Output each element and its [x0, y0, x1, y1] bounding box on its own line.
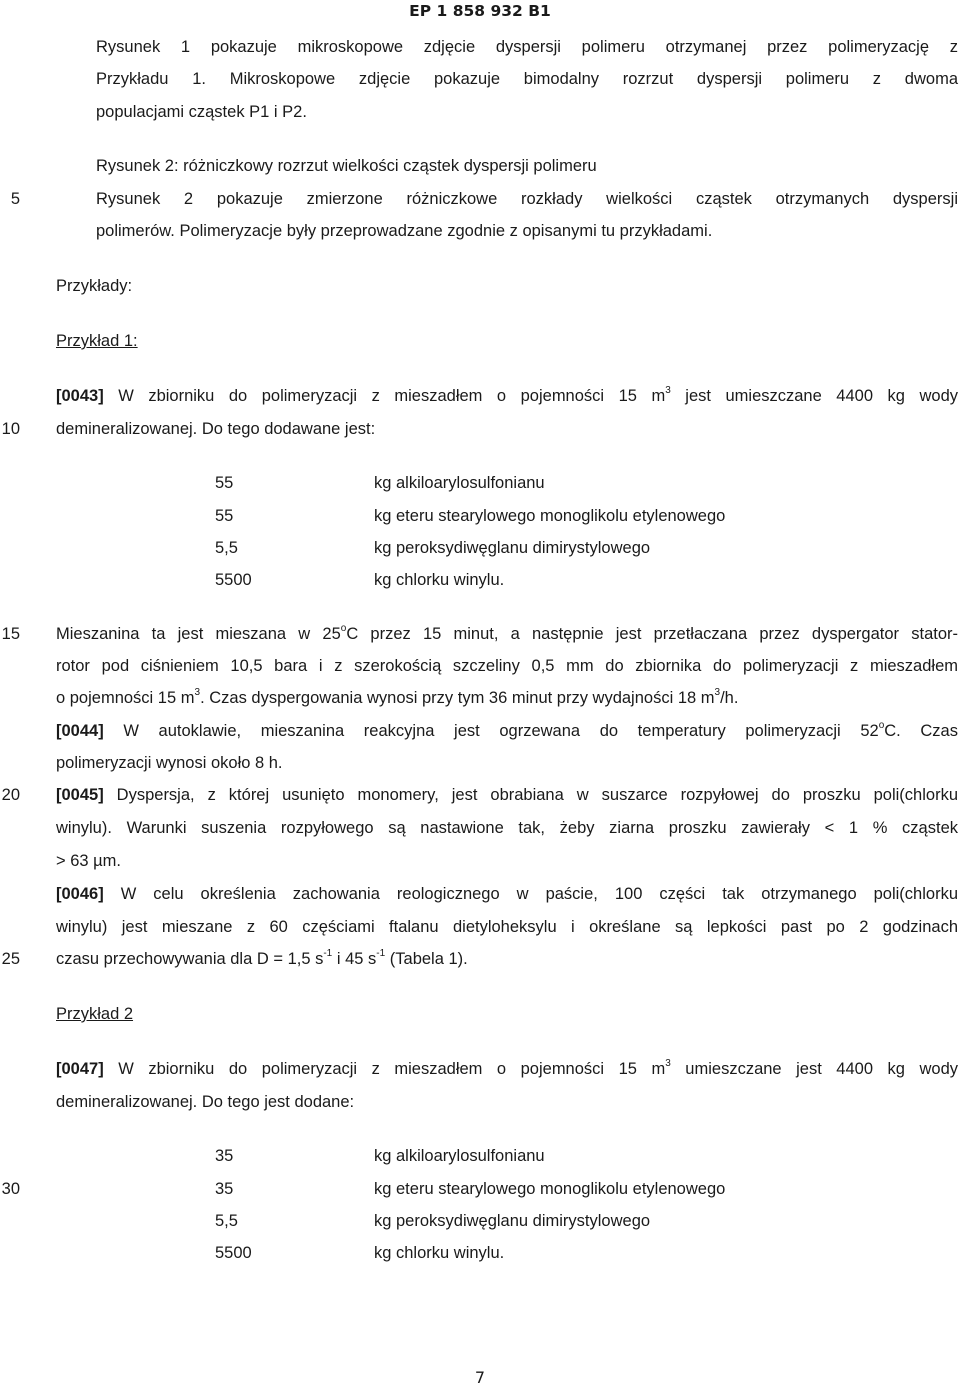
text-run: czasu przechowywania dla D = 1,5 s	[56, 950, 324, 968]
paragraph-0043-line-1	[56, 386, 958, 406]
text-run: i 45 s	[332, 950, 377, 968]
mixing-line-2: rotor pod ciśnieniem 10,5 bara i z szerokością szczeliny 0,5 mm do zbiornika do polimeryzacji z mieszadłem	[56, 657, 958, 675]
text-run: Dyspersja, z której usunięto monomery, jest obrabiana w suszarce rozpyłowej do proszku poli(chlorku	[103, 786, 958, 804]
example-2-title: Przykład 2	[56, 1005, 134, 1023]
text-run: jest umieszczane 4400 kg wody	[670, 387, 958, 405]
paragraph-0045-line-3: > 63 µm.	[56, 852, 121, 870]
text-run: /h.	[720, 689, 739, 707]
paragraph-tag: [0044]	[56, 722, 104, 740]
superscript: o	[340, 622, 347, 634]
text-run: . Czas dyspergowania wynosi przy tym 36 minut przy wydajności 18 m	[200, 689, 715, 707]
ingredient-name: kg alkiloarylosulfonianu	[374, 1147, 545, 1165]
superscript: 3	[194, 686, 201, 698]
superscript: 3	[665, 384, 671, 396]
paragraph-0046	[56, 884, 958, 904]
mixing-paragraph	[56, 624, 958, 644]
line-number-15: 15	[1, 625, 20, 643]
ingredient-qty: 5,5	[215, 539, 238, 557]
line-number-30: 30	[1, 1180, 20, 1198]
figure-2-desc-line-2: polimerów. Polimeryzacje były przeprowadzane zgodnie z opisanymi tu przykładami.	[96, 222, 713, 240]
ingredient-qty: 55	[215, 474, 234, 492]
line-number-5: 5	[10, 190, 20, 208]
paragraph-0044	[56, 721, 958, 741]
paragraph-tag: [0043]	[56, 387, 104, 405]
page-number: 7	[474, 1368, 486, 1387]
superscript: -1	[376, 947, 386, 959]
paragraph-0044-line-1	[56, 721, 958, 741]
ingredient-qty: 5,5	[215, 1212, 238, 1230]
mixing-line-1	[56, 624, 958, 644]
intro-line-1: Rysunek 1 pokazuje mikroskopowe zdjęcie dyspersji polimeru otrzymanej przez polimeryzację z	[96, 38, 958, 56]
paragraph-0046-line-1	[56, 884, 958, 904]
paragraph-0047-line-2: demineralizowanej. Do tego jest dodane:	[56, 1093, 355, 1111]
ingredient-qty: 35	[215, 1180, 234, 1198]
paragraph-0047-line-1	[56, 1059, 958, 1079]
ingredient-qty: 35	[215, 1147, 234, 1165]
ingredient-name: kg eteru stearylowego monoglikolu etylenowego	[374, 507, 726, 525]
superscript: o	[878, 719, 885, 731]
paragraph-tag: [0046]	[56, 885, 104, 903]
text-run: umieszczane jest 4400 kg wody	[670, 1060, 958, 1078]
ingredient-name: kg peroksydiwęglanu dimirystylowego	[374, 1212, 651, 1230]
text-run: W celu określenia zachowania reologicznego w paście, 100 części tak otrzymanego poli(chlorku	[103, 885, 958, 903]
superscript: -1	[323, 947, 333, 959]
ingredient-name: kg eteru stearylowego monoglikolu etylenowego	[374, 1180, 726, 1198]
text-run: Mieszanina ta jest mieszana w 25	[56, 625, 341, 643]
text-run: (Tabela 1).	[385, 950, 468, 968]
ingredient-name: kg peroksydiwęglanu dimirystylowego	[374, 539, 651, 557]
text-run: C przez 15 minut, a następnie jest przetłaczana przez dyspergator stator-	[346, 625, 958, 643]
ingredient-name: kg chlorku winylu.	[374, 1244, 505, 1262]
line-number-20: 20	[1, 786, 20, 804]
ingredient-qty: 55	[215, 507, 234, 525]
text-run: W zbiorniku do polimeryzacji z mieszadłem o pojemności 15 m	[103, 387, 666, 405]
ingredient-name: kg alkiloarylosulfonianu	[374, 474, 545, 492]
line-number-25: 25	[1, 950, 20, 968]
paragraph-0047	[56, 1059, 958, 1079]
paragraph-0045-line-1	[56, 785, 958, 805]
ingredient-qty: 5500	[215, 571, 252, 589]
document-number-header: EP 1 858 932 B1	[409, 2, 551, 20]
figure-2-title: Rysunek 2: różniczkowy rozrzut wielkości cząstek dyspersji polimeru	[96, 157, 597, 175]
paragraph-tag: [0045]	[56, 786, 104, 804]
paragraph-0046-line-2: winylu) jest mieszane z 60 częściami ftalanu dietyloheksylu i określane są lepkości past po 2 godzinach	[56, 918, 958, 936]
paragraph-0045-line-2: winylu). Warunki suszenia rozpyłowego są nastawione tak, żeby ziarna proszku zawierały < 1 % cząstek	[56, 819, 958, 837]
ingredient-name: kg chlorku winylu.	[374, 571, 505, 589]
text-run: W autoklawie, mieszanina reakcyjna jest ogrzewana do temperatury polimeryzacji 52	[103, 722, 879, 740]
example-1-title: Przykład 1:	[56, 332, 138, 350]
paragraph-0043	[56, 386, 958, 406]
paragraph-0043-line-2: demineralizowanej. Do tego dodawane jest:	[56, 420, 376, 438]
superscript: 3	[714, 686, 721, 698]
paragraph-tag: [0047]	[56, 1060, 104, 1078]
intro-line-3: populacjami cząstek P1 i P2.	[96, 103, 307, 121]
text-run: C. Czas	[884, 722, 958, 740]
paragraph-0045	[56, 785, 958, 805]
intro-line-2: Przykładu 1. Mikroskopowe zdjęcie pokazuje bimodalny rozrzut dyspersji polimeru z dwoma	[96, 70, 958, 88]
text-run: W zbiorniku do polimeryzacji z mieszadłem o pojemności 15 m	[103, 1060, 666, 1078]
text-run: o pojemności 15 m	[56, 689, 195, 707]
paragraph-0046-line-3	[56, 949, 468, 969]
mixing-line-3	[56, 688, 738, 708]
figure-2-desc-line-1: Rysunek 2 pokazuje zmierzone różniczkowe rozkłady wielkości cząstek otrzymanych dyspersji	[96, 190, 958, 208]
examples-heading: Przykłady:	[56, 277, 133, 295]
superscript: 3	[665, 1057, 671, 1069]
ingredient-qty: 5500	[215, 1244, 252, 1262]
line-number-10: 10	[1, 420, 20, 438]
paragraph-0044-line-2: polimeryzacji wynosi około 8 h.	[56, 754, 283, 772]
